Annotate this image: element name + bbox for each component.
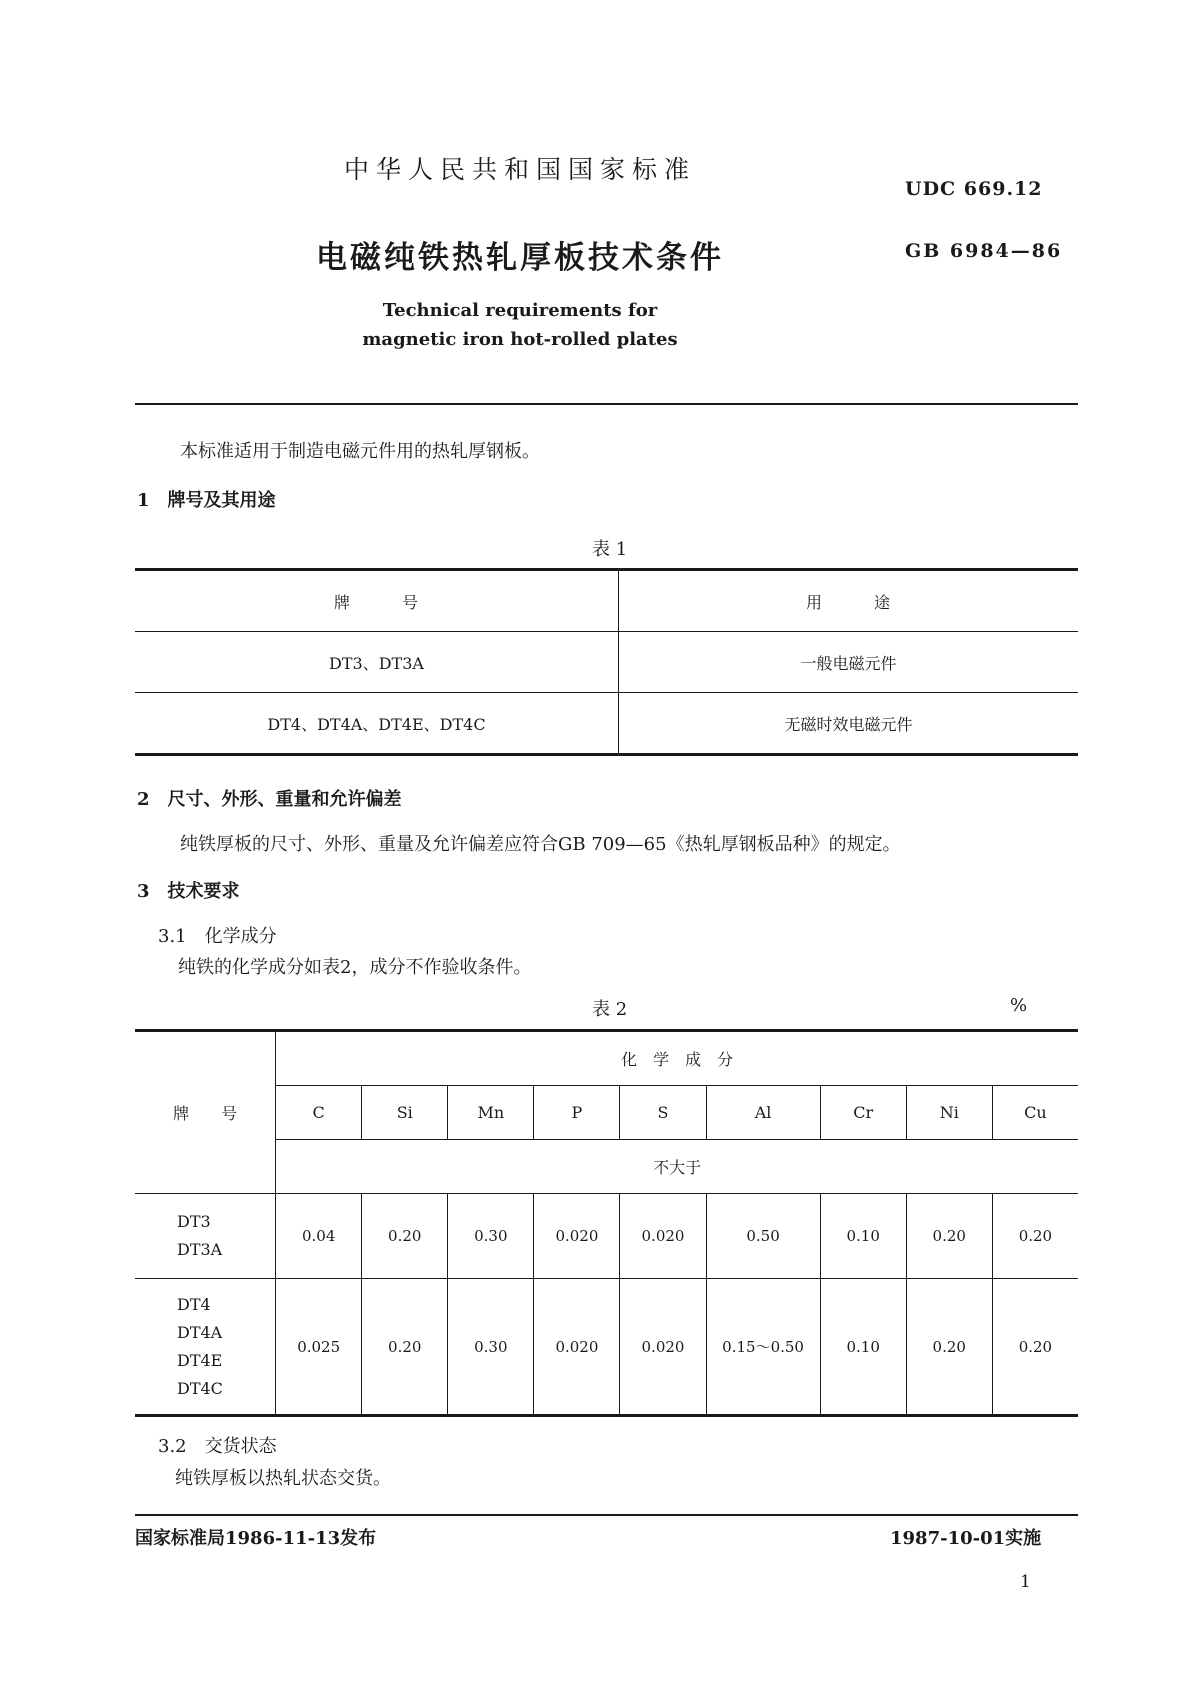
section-3-2-text: 纯铁厚板以热轧状态交货。 xyxy=(175,1468,391,1489)
table-2-value-cell: 0.15～0.50 xyxy=(706,1279,820,1416)
table-row xyxy=(135,570,1078,632)
effective-date: 1987-10-01实施 xyxy=(890,1528,1042,1549)
table-row xyxy=(135,1140,1078,1194)
national-standard-label: 中华人民共和国国家标准 xyxy=(343,155,696,184)
table-2-header-grade: 牌 号 xyxy=(135,1031,276,1194)
section-1-heading: 1 牌号及其用途 xyxy=(137,490,276,511)
table-2-element-s: S xyxy=(620,1086,706,1140)
table-2-header-composition: 化 学 成 分 xyxy=(276,1031,1078,1086)
table-2-element-mn: Mn xyxy=(448,1086,534,1140)
header-divider xyxy=(135,403,1078,405)
table-1-cell-grade: DT4、DT4A、DT4E、DT4C xyxy=(135,693,619,755)
grade-label: DT4C xyxy=(177,1378,223,1398)
table-2-value-cell: 0.20 xyxy=(992,1279,1078,1416)
table-row xyxy=(135,1031,1078,1086)
intro-paragraph: 本标准适用于制造电磁元件用的热轧厚钢板。 xyxy=(180,441,540,462)
table-2-value-cell: 0.50 xyxy=(706,1194,820,1279)
document-title-en-line2: magnetic iron hot-rolled plates xyxy=(362,329,678,350)
section-3-2-heading: 3.2 交货状态 xyxy=(158,1436,277,1457)
table-2-value-cell: 0.020 xyxy=(620,1279,706,1416)
table-row xyxy=(135,1279,1078,1416)
table-2-value-cell: 0.04 xyxy=(276,1194,362,1279)
section-2-heading: 2 尺寸、外形、重量和允许偏差 xyxy=(137,789,402,810)
grade-label: DT4 xyxy=(177,1294,211,1314)
table-2-grade-cell xyxy=(135,1279,276,1416)
issued-date: 国家标准局1986-11-13发布 xyxy=(135,1528,377,1549)
table-1-grades-uses xyxy=(135,568,1078,756)
table-1-cell-use: 一般电磁元件 xyxy=(619,632,1079,693)
section-3-1-text: 纯铁的化学成分如表2，成分不作验收条件。 xyxy=(178,957,532,978)
table-1-header-grade: 牌 号 xyxy=(135,570,619,632)
table-2-value-cell: 0.20 xyxy=(906,1279,992,1416)
table-2-element-si: Si xyxy=(362,1086,448,1140)
grade-label: DT3A xyxy=(177,1240,223,1259)
table-2-element-ni: Ni xyxy=(906,1086,992,1140)
table-row xyxy=(135,1086,1078,1140)
table-2-value-cell: 0.025 xyxy=(276,1279,362,1416)
table-row xyxy=(135,1194,1078,1279)
section-3-heading: 3 技术要求 xyxy=(137,881,240,902)
table-row xyxy=(135,693,1078,755)
table-2-element-cu: Cu xyxy=(992,1086,1078,1140)
table-2-value-cell: 0.020 xyxy=(620,1194,706,1279)
table-2-value-cell: 0.10 xyxy=(820,1279,906,1416)
table-2-value-cell: 0.020 xyxy=(534,1279,620,1416)
document-title-en-line1: Technical requirements for xyxy=(382,300,658,321)
table-2-grade-cell xyxy=(135,1194,276,1279)
table-2-value-cell: 0.20 xyxy=(906,1194,992,1279)
table-2-element-cr: Cr xyxy=(820,1086,906,1140)
table-row xyxy=(135,632,1078,693)
section-3-1-heading: 3.1 化学成分 xyxy=(158,926,277,947)
table-2-element-c: C xyxy=(276,1086,362,1140)
table-1-header-use: 用 途 xyxy=(619,570,1079,632)
table-2-max-label: 不大于 xyxy=(276,1140,1078,1194)
grade-label: DT4E xyxy=(177,1350,223,1370)
page-number: 1 xyxy=(1020,1572,1031,1592)
table-2-element-p: P xyxy=(534,1086,620,1140)
footer-divider xyxy=(135,1514,1078,1516)
table-2-value-cell: 0.20 xyxy=(362,1194,448,1279)
document-title-cn: 电磁纯铁热轧厚板技术条件 xyxy=(316,240,724,276)
table-2-element-al: Al xyxy=(706,1086,820,1140)
table-2-value-cell: 0.10 xyxy=(820,1194,906,1279)
table-1-cell-grade: DT3、DT3A xyxy=(135,632,619,693)
table-2-value-cell: 0.20 xyxy=(362,1279,448,1416)
table-2-value-cell: 0.020 xyxy=(534,1194,620,1279)
table-2-unit: % xyxy=(1010,995,1028,1016)
section-2-text: 纯铁厚板的尺寸、外形、重量及允许偏差应符合GB 709—65《热轧厚钢板品种》的规定。 xyxy=(180,834,901,855)
table-2-value-cell: 0.30 xyxy=(448,1279,534,1416)
table-1-caption: 表 1 xyxy=(592,539,628,560)
table-1-cell-use: 无磁时效电磁元件 xyxy=(784,714,913,734)
table-2-caption: 表 2 xyxy=(592,999,628,1020)
grade-label: DT4A xyxy=(177,1322,223,1342)
udc-number: UDC 669.12 xyxy=(905,178,1043,200)
table-2-value-cell: 0.20 xyxy=(992,1194,1078,1279)
gb-standard-number: GB 6984—86 xyxy=(905,240,1063,262)
grade-label: DT3 xyxy=(177,1212,211,1231)
table-2-chemical-composition xyxy=(135,1029,1078,1417)
table-2-value-cell: 0.30 xyxy=(448,1194,534,1279)
